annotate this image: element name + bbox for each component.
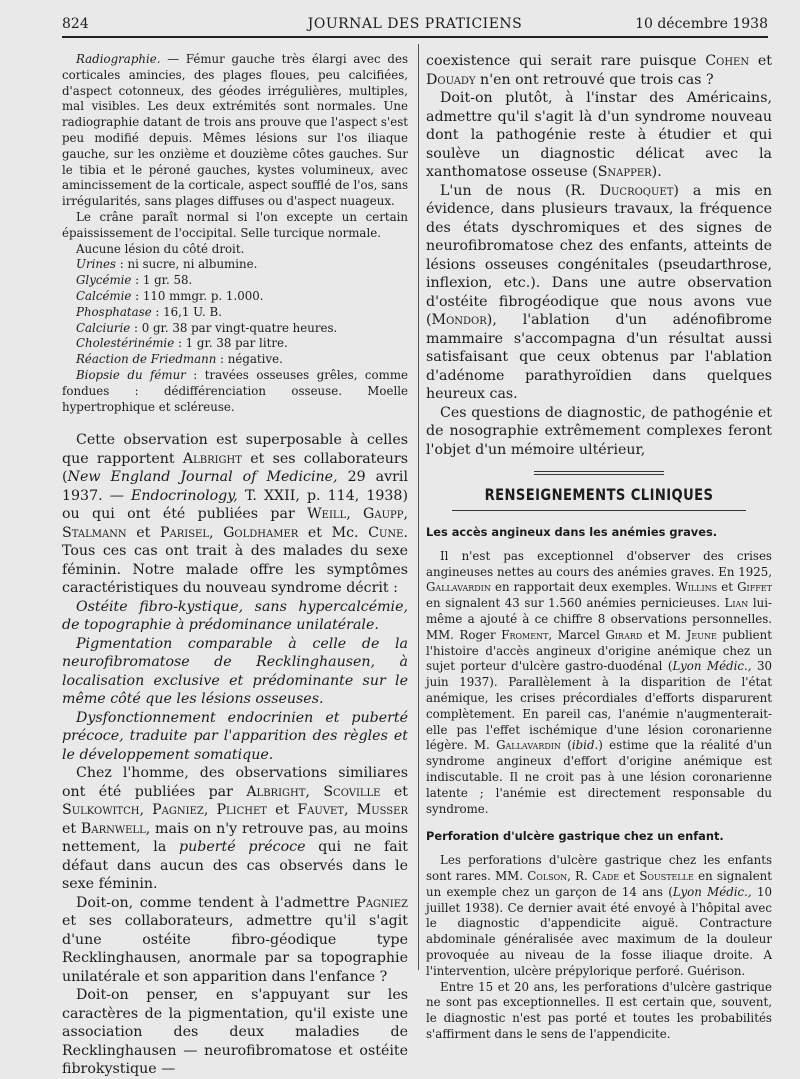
lab-line: Urines : ni sucre, ni albumine. — [76, 257, 258, 272]
header-rule — [62, 36, 768, 38]
angina-paragraph: Il n'est pas exceptionnel d'observer des crises angineuses nettes au cours des anémies graves. En 1925, Gallavardin en rapportait deux exemples. Willins et Giffet en signalent 43 sur 1.560 anémies pernicieuses. Lian lui-même a ajouté à ce chiffre 8 observations personnelles. MM. Roger Froment, Marcel Girard et M. Jeune publient l'histoire d'accès angineux d'origine anémique chez un sujet porteur d'ulcère gastro-duodénal (Lyon Médic., 30 juin 1937). Parallèlement à la disparition de l'état anémique, les crises précordiales d'efforts disparurent complètement. En pareil cas, l'anémie n'augmenterait-elle pas l'effet ischémique d'une lésion coronarienne légère. M. Gallavardin (ibid.) estime que la réalité d'un syndrome angineux d'effort d'origine anémique est indiscutable. Il ne croit pas à une lésion coronarienne latente ; l'anémie est directement responsable du syndrome. — [426, 548, 773, 816]
biopsy-paragraph: Biopsie du fémur : travées osseuses grêles, comme fondues : dédifférenciation osseuse. Moelle hypertrophique et scléreuse. — [62, 367, 408, 414]
lab-line: Phosphatase : 16,1 U. B. — [76, 304, 222, 319]
clinical-notes — [426, 525, 772, 1043]
lab-line: Calcémie : 110 mmgr. p. 1.000. — [76, 288, 264, 303]
subheading-perforation: Perforation d'ulcère gastrique chez un enfant. — [426, 829, 724, 844]
page-number: 824 — [62, 16, 89, 32]
perforation-paragraph: Les perforations d'ulcère gastrique chez les enfants sont rares. MM. Colson, R. Cade et Soustelle en signalent un exemple chez un garçon de 14 ans (Lyon Médic., 10 juillet 1938). Ce dernier avait été envoyé à l'hôpital avec le diagnostic d'appendicite aiguë. Contracture abdominale généralisée avec maximum de la douleur provoquée au niveau de la fosse iliaque droite. A l'intervention, ulcère prépylorique perforé. Guérison. — [426, 853, 773, 978]
symptom-2: Pigmentation comparable à celle de la neurofibromatose de Recklinghausen, à localisation exclusive et prédominante sur le même côté que les lésions osseuses. — [62, 635, 408, 708]
lab-line: Glycémie : 1 gr. 58. — [76, 273, 193, 288]
section-separator — [534, 471, 664, 475]
column-divider — [418, 44, 419, 970]
issue-date: 10 décembre 1938 — [635, 16, 768, 32]
observation-paragraph: Cette observation est superposable à celles que rapportent Albright et ses collaborateurs (New England Journal of Medicine, 29 avril 1937. — Endocrinology, T. XXII, p. 114, 1938) ou qui ont été publiées par Weill, Gaupp, Stalmann et Parisel, Goldhamer et Mc. Cune. Tous ces cas ont trait à des malades du sexe féminin. Notre malade offre les symptômes caractéristiques du nouveau syndrome décrit : — [62, 432, 409, 597]
discussion — [62, 431, 408, 1079]
symptom-3: Dysfonctionnement endocrinien et puberté précoce, traduite par l'apparition des règles et le développement somatique. — [62, 709, 408, 763]
skull-paragraph: Le crâne paraît normal si l'on excepte un certain épaississement de l'occipital. Selle turcique normale. — [62, 209, 408, 240]
discussion-continued — [426, 52, 772, 459]
subheading-angina: Les accès angineux dans les anémies graves. — [426, 525, 718, 539]
lab-line: Calciurie : 0 gr. 38 par vingt-quatre heures. — [76, 320, 338, 335]
symptom-1: Ostéite fibro-kystique, sans hypercalcémie, de topographie à prédominance unilatérale. — [62, 598, 408, 634]
question-paragraph-2: Doit-on penser, en s'appuyant sur les caractères de la pigmentation, qu'il existe une association des deux maladies de Recklinghausen — neurofibromatose et ostéite fibrokystique — — [62, 987, 408, 1078]
lab-line: Réaction de Friedmann : négative. — [76, 352, 283, 367]
page-header — [62, 16, 768, 36]
question-paragraph-3: Doit-on plutôt, à l'instar des Américains, admettre qu'il s'agit là d'un syndrome nouveau dont la pathogénie reste à étudier et qui soulève un diagnostic délicat avec la xanthomatose osseuse (Snapper). — [426, 90, 772, 180]
section-title: RENSEIGNEMENTS CLINIQUES — [484, 485, 714, 504]
lab-line: Cholestérinémie : 1 gr. 38 par litre. — [76, 336, 288, 351]
conclusion-paragraph: Ces questions de diagnostic, de pathogénie et de nosographie extrêmement complexes feront l'objet d'un mémoire ultérieur, — [426, 404, 772, 458]
right-side-paragraph: Aucune lésion du côté droit. — [76, 241, 245, 256]
right-column — [426, 52, 772, 1043]
title-rule — [452, 510, 746, 511]
journal-title: JOURNAL DES PRATICIENS — [307, 16, 523, 32]
case-findings — [62, 52, 408, 415]
question-paragraph-1: Doit-on, comme tendent à l'admettre Pagniez et ses collaborateurs, admettre qu'il s'agit d'une ostéite fibro-géodique type Recklinghausen, anormale par sa topographie unilatérale et son apparition dans l'enfance ? — [62, 894, 408, 985]
age-paragraph: Entre 15 et 20 ans, les perforations d'ulcère gastrique ne sont pas exceptionnelles. Il est certain que, souvent, le diagnostic n'est pas porté et toutes les probabilités s'affirment dans le sens de l'appendicite. — [426, 979, 772, 1041]
left-column — [62, 52, 408, 1079]
continuation-paragraph: coexistence qui serait rare puisque Cohen et Douady n'en ont retrouvé que trois cas ? — [426, 53, 772, 88]
radiography-paragraph: Radiographie. — Fémur gauche très élargi avec des corticales amincies, des plages floues, peu calcifiées, d'aspect cotonneux, des géodes irrégulières, multiples, mal visibles. Les deux extrémités sont normales. Une radiographie datant de trois ans prouve que l'aspect s'est peu modifié depuis. Mêmes lésions sur l'os iliaque gauche, sur les onzième et douzième côtes gauches. Sur le tibia et le péroné gauches, kystes volumineux, avec amincissement de la corticale, aspect soufflé de l'os, sans irrégularités, sans plages diffuses ou d'aspect nuageux. — [62, 52, 408, 209]
men-observations-paragraph: Chez l'homme, des observations similiares ont été publiées par Albright, Scoville et Sulkowitch, Pagniez, Plichet et Fauvet, Musser et Barnwell, mais on n'y retrouve pas, au moins nettement, la puberté précoce qui ne fait défaut dans aucun des cas observés dans le sexe féminin. — [62, 765, 409, 893]
ducroquet-paragraph: L'un de nous (R. Ducroquet) a mis en évidence, dans plusieurs travaux, la fréquence des états dyschromiques et des signes de neurofibromatose chez des enfants, atteints de lésions osseuses congénitales (pseudarthrose, inflexion, etc.). Dans une autre observation d'ostéite fibrogéodique que nous avons vue (Mondor), l'ablation d'un adénofibrome mammaire s'accompagna d'un résultat aussi satisfaisant que ceux obtenus par l'ablation d'adénome parathyroïdien dans quelques heureux cas. — [426, 182, 772, 402]
